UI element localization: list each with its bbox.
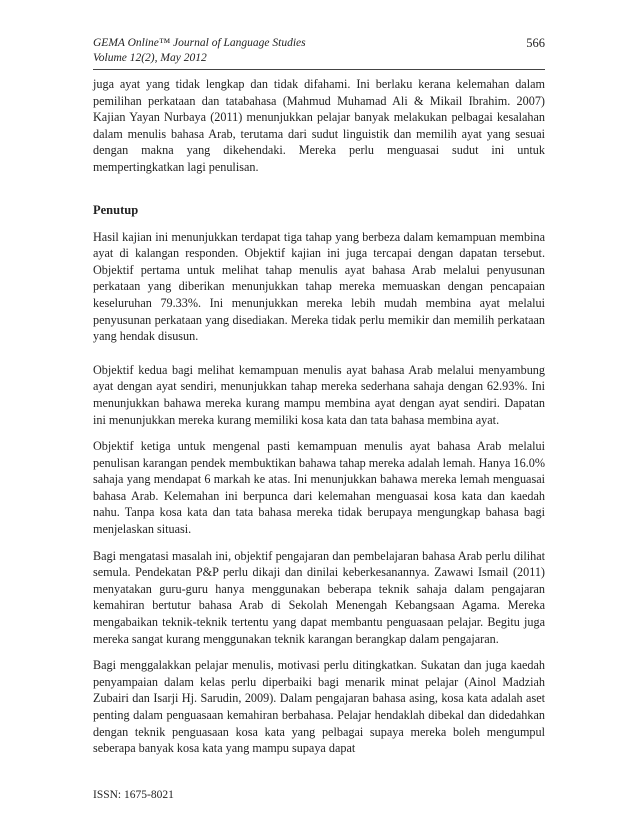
body-paragraph: juga ayat yang tidak lengkap dan tidak difahami. Ini berlaku kerana kelemahan dalam pemilihan perkataan dan tatabahasa (Mahmud Muhamad Ali & Mikail Ibrahim. 2007) Kajian Yayan Nurbaya (2011) menunjukkan pelajar banyak melakukan pelbagai kesalahan dalam menulis bahasa Arab, terutama dari sudut linguistik dan memilih ayat yang sesuai dengan makna yang dikehendaki. Mereka perlu menguasai sudut ini untuk mempertingkatkan lagi penulisan. [93, 77, 545, 174]
body-paragraph: Hasil kajian ini menunjukkan terdapat tiga tahap yang berbeza dalam kemampuan membina ayat di kalangan responden. Objektif kajian ini juga tercapai dengan dapatan tersebut. Objektif pertama untuk melihat tahap menulis ayat bahasa Arab melalui penyusunan perkataan yang diberikan menunjukkan tahap mereka memuaskan dengan pencapaian keseluruhan 79.33%. Ini menunjukkan mereka lebih mudah membina ayat melalui penyusunan perkataan yang disediakan. Mereka tidak perlu memikir dan memilih perkataan yang hendak disusun. [93, 229, 545, 344]
issn-footer: ISSN: 1675-8021 [93, 789, 174, 801]
journal-page [93, 36, 545, 757]
running-header [93, 36, 545, 72]
page-number: 566 [526, 36, 545, 50]
body-paragraph: Bagi mengatasi masalah ini, objektif pengajaran dan pembelajaran bahasa Arab perlu dilihat semula. Pendekatan P&P perlu dikaji dan dinilai keberkesanannya. Zawawi Ismail (2011) menyatakan guru-guru hanya menggunakan beberapa teknik sahaja dalam pengajaran kemahiran bertutur bahasa Arab di Sekolah Menengah Kebangsaan Agama. Mereka mengabaikan teknik-teknik tertentu yang dapat membantu penguasaan pelajar. Begitu juga mereka sangat kurang menggunakan teknik karangan berangkap dalam pengajaran. [93, 548, 545, 646]
body-paragraph: Bagi menggalakkan pelajar menulis, motivasi perlu ditingkatkan. Sukatan dan juga kaedah penyampaian dalam kelas perlu diperbaiki bagi menarik minat pelajar (Ainol Madziah Zubairi dan Isarji Hj. Sarudin, 2009). Dalam pengajaran bahasa asing, kosa kata adalah aset penting dalam penguasaan kemahiran berbahasa. Pelajar hendaklah dibekal dan didedahkan dengan teknik penguasaan kosa kata yang pelbagai supaya mereka boleh mengumpul seberapa banyak kosa kata yang mampu supaya dapat [93, 658, 545, 756]
body-paragraph: Objektif kedua bagi melihat kemampuan menulis ayat bahasa Arab melalui menyambung ayat dengan ayat sendiri, menunjukkan tahap mereka sederhana sahaja dengan 62.93%. Ini menunjukkan bahawa mereka kurang mampu membina ayat dengan ayat sendiri. Dapatan ini menunjukkan mereka kurang memiliki kosa kata dan tata bahasa membina ayat. [93, 362, 545, 427]
body-paragraph: Objektif ketiga untuk mengenal pasti kemampuan menulis ayat bahasa Arab melalui penulisan karangan pendek membuktikan bahawa tahap mereka adalah lemah. Hanya 16.0% sahaja yang mendapat 6 markah ke atas. Ini menunjukkan bahawa mereka lemah menguasai bahasa Arab. Kelemahan ini berpunca dari kelemahan menguasai kosa kata dan kaedah nahu. Tanpa kosa kata dan tata bahasa mereka tidak berupaya mengungkap bahasa bagi menjelaskan situasi. [93, 439, 545, 537]
journal-title: GEMA Online™ Journal of Language Studies [93, 37, 306, 49]
journal-volume: Volume 12(2), May 2012 [93, 52, 207, 64]
header-rule [93, 69, 545, 70]
section-heading: Penutup [93, 202, 139, 217]
